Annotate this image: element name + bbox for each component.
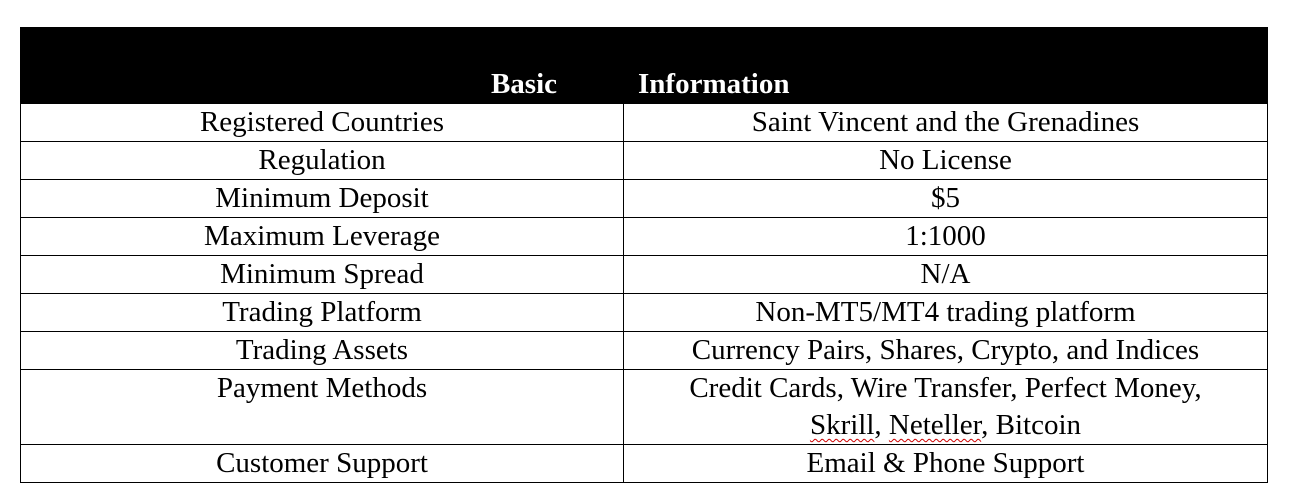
row-value-regulation: No License xyxy=(624,142,1268,180)
row-value-registered-countries: Saint Vincent and the Grenadines xyxy=(624,104,1268,142)
payment-methods-separator: , xyxy=(874,409,889,441)
row-label-regulation: Regulation xyxy=(21,142,624,180)
row-label-minimum-spread: Minimum Spread xyxy=(21,256,624,294)
payment-method-neteller: Neteller xyxy=(888,409,982,441)
header-cell-information: Information xyxy=(624,28,1268,104)
table-row xyxy=(21,445,1268,483)
payment-method-bitcoin: , Bitcoin xyxy=(981,409,1082,441)
header-cell-basic: Basic xyxy=(21,28,624,104)
table-row xyxy=(21,332,1268,370)
row-label-maximum-leverage: Maximum Leverage xyxy=(21,218,624,256)
row-value-minimum-deposit: $5 xyxy=(624,180,1268,218)
basic-information-table xyxy=(20,27,1268,483)
row-label-trading-platform: Trading Platform xyxy=(21,294,624,332)
row-label-registered-countries: Registered Countries xyxy=(21,104,624,142)
table-row xyxy=(21,218,1268,256)
payment-method-skrill: Skrill xyxy=(809,409,875,441)
table-row xyxy=(21,104,1268,142)
payment-methods-line-1: Credit Cards, Wire Transfer, Perfect Money, xyxy=(689,372,1202,404)
row-value-payment-methods xyxy=(624,370,1268,445)
row-label-customer-support: Customer Support xyxy=(21,445,624,483)
row-label-minimum-deposit: Minimum Deposit xyxy=(21,180,624,218)
row-value-minimum-spread: N/A xyxy=(624,256,1268,294)
table-row xyxy=(21,256,1268,294)
table-row xyxy=(21,180,1268,218)
row-value-customer-support: Email & Phone Support xyxy=(624,445,1268,483)
row-value-trading-platform: Non-MT5/MT4 trading platform xyxy=(624,294,1268,332)
row-label-payment-methods: Payment Methods xyxy=(21,370,624,445)
row-label-trading-assets: Trading Assets xyxy=(21,332,624,370)
table-row xyxy=(21,142,1268,180)
table-row xyxy=(21,370,1268,445)
payment-methods-line-2 xyxy=(624,407,1267,444)
row-value-maximum-leverage: 1:1000 xyxy=(624,218,1268,256)
table-row xyxy=(21,294,1268,332)
row-value-trading-assets: Currency Pairs, Shares, Crypto, and Indices xyxy=(624,332,1268,370)
table-header-row xyxy=(21,28,1268,104)
